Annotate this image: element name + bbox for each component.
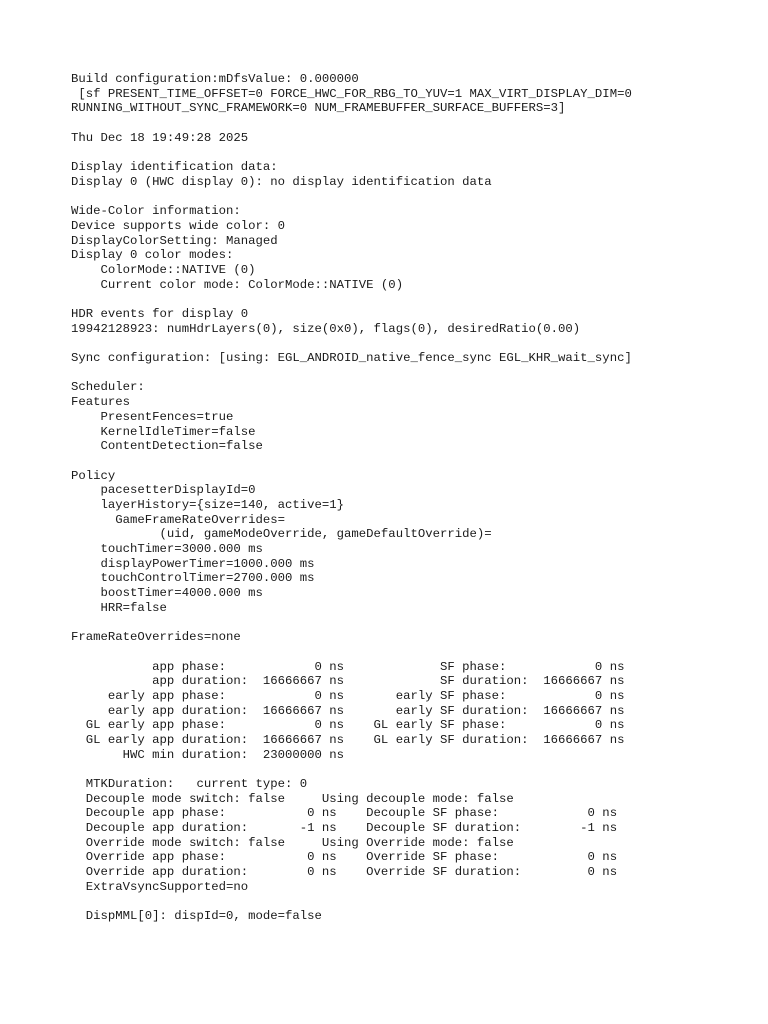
dumpsys-text-document	[71, 72, 761, 924]
text-line: GL early app duration: 16666667 ns GL early SF duration: 16666667 ns	[71, 732, 625, 747]
text-line: layerHistory={size=140, active=1}	[71, 497, 345, 512]
text-line	[71, 615, 761, 630]
text-line	[71, 366, 761, 381]
text-line: Override app phase: 0 ns Override SF phase: 0 ns	[71, 850, 618, 865]
text-line: early app phase: 0 ns early SF phase: 0 ns	[71, 688, 625, 703]
text-line: ExtraVsyncSupported=no	[71, 879, 249, 894]
text-line: pacesetterDisplayId=0	[71, 483, 256, 498]
text-line	[71, 145, 761, 160]
text-line: DispMML[0]: dispId=0, mode=false	[71, 909, 322, 924]
text-line: ColorMode::NATIVE (0)	[71, 262, 256, 277]
text-line: Thu Dec 18 19:49:28 2025	[71, 130, 249, 145]
text-line: (uid, gameModeOverride, gameDefaultOverride)=	[71, 527, 492, 542]
text-line	[71, 190, 761, 205]
text-line: GL early app phase: 0 ns GL early SF phase: 0 ns	[71, 718, 625, 733]
text-line	[71, 895, 761, 910]
text-line: Current color mode: ColorMode::NATIVE (0)	[71, 277, 404, 292]
text-line: MTKDuration: current type: 0	[71, 777, 308, 791]
text-line: Sync configuration: [using: EGL_ANDROID_native_fence_sync EGL_KHR_wait_sync]	[71, 351, 632, 366]
text-line: HWC min duration: 23000000 ns	[71, 747, 345, 762]
text-line: Decouple app duration: -1 ns Decouple SF duration: -1 ns	[71, 821, 618, 836]
text-line: Override mode switch: false Using Override mode: false	[71, 835, 514, 850]
text-line: [sf PRESENT_TIME_OFFSET=0 FORCE_HWC_FOR_RBG_TO_YUV=1 MAX_VIRT_DISPLAY_DIM=0	[71, 86, 632, 101]
text-line: Decouple mode switch: false Using decouple mode: false	[71, 791, 514, 806]
text-line: displayPowerTimer=1000.000 ms	[71, 556, 315, 571]
text-line: Display identification data:	[71, 160, 278, 175]
text-line: GameFrameRateOverrides=	[71, 512, 286, 527]
text-line: FrameRateOverrides=none	[71, 630, 241, 645]
text-line: Override app duration: 0 ns Override SF duration: 0 ns	[71, 865, 618, 880]
text-line: PresentFences=true	[71, 409, 234, 424]
text-line: Display 0 (HWC display 0): no display identification data	[71, 174, 492, 189]
text-line: DisplayColorSetting: Managed	[71, 233, 278, 248]
text-line: HDR events for display 0	[71, 307, 249, 321]
text-line	[71, 645, 761, 660]
text-line: ContentDetection=false	[71, 439, 263, 454]
text-line: Decouple app phase: 0 ns Decouple SF phase: 0 ns	[71, 806, 618, 821]
text-line: Wide-Color information:	[71, 204, 241, 219]
text-line: boostTimer=4000.000 ms	[71, 586, 263, 601]
text-line: touchTimer=3000.000 ms	[71, 542, 263, 556]
text-line	[71, 292, 761, 307]
text-line: 19942128923: numHdrLayers(0), size(0x0), flags(0), desiredRatio(0.00)	[71, 321, 581, 336]
text-line: Policy	[71, 468, 116, 483]
text-line: touchControlTimer=2700.000 ms	[71, 571, 315, 586]
text-line: RUNNING_WITHOUT_SYNC_FRAMEWORK=0 NUM_FRAMEBUFFER_SURFACE_BUFFERS=3]	[71, 101, 566, 116]
text-line	[71, 762, 761, 777]
text-line	[71, 454, 761, 469]
text-line	[71, 116, 761, 131]
text-line: early app duration: 16666667 ns early SF duration: 16666667 ns	[71, 703, 625, 718]
text-line: Build configuration:mDfsValue: 0.000000	[71, 72, 359, 86]
text-line: KernelIdleTimer=false	[71, 424, 256, 439]
text-line: Features	[71, 395, 131, 410]
text-line: Device supports wide color: 0	[71, 218, 286, 233]
text-line: app phase: 0 ns SF phase: 0 ns	[71, 659, 625, 674]
text-line	[71, 336, 761, 351]
text-line: app duration: 16666667 ns SF duration: 16666667 ns	[71, 674, 625, 689]
text-line: Display 0 color modes:	[71, 248, 234, 263]
text-line: HRR=false	[71, 600, 167, 615]
text-line: Scheduler:	[71, 380, 145, 395]
